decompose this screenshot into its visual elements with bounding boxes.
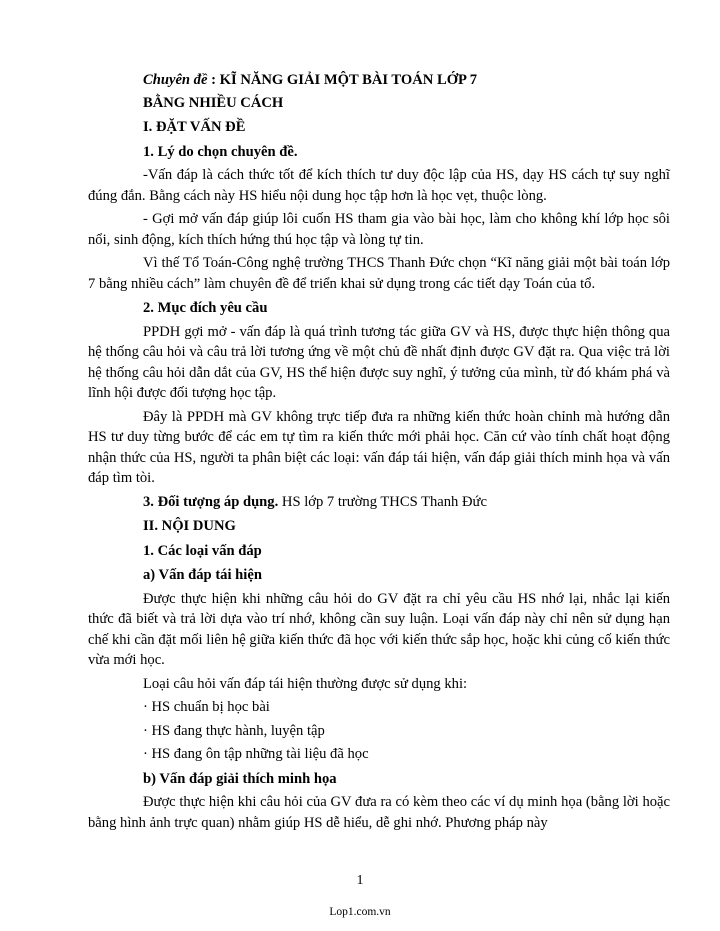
paragraph-7: Loại câu hỏi vấn đáp tái hiện thường được sử dụng khi: xyxy=(143,675,468,692)
footer-source: Lop1.com.vn xyxy=(329,906,391,918)
paragraph-6: Được thực hiện khi những câu hỏi do GV đặt ra chỉ yêu cầu HS nhớ lại, nhắc lại kiến thức đã biết và trả lời dựa vào trí nhớ, không cần suy luận. Loại vấn đáp này chỉ nên sử dụng hạn chế khi cần đặt mối liên hệ giữa kiến thức đã học với kiến thức sắp học, hoặc khi củng cố kiến thức vừa mới học. xyxy=(88,590,670,668)
heading-type-a: a) Vấn đáp tái hiện xyxy=(143,567,262,583)
title-line1: KĨ NĂNG GIẢI MỘT BÀI TOÁN LỚP 7 xyxy=(219,72,478,88)
title-lead: Chuyên đề xyxy=(143,72,208,88)
page-number: 1 xyxy=(356,873,364,888)
paragraph-8: Được thực hiện khi câu hỏi của GV đưa ra có kèm theo các ví dụ minh họa (bằng lời hoặc bằng hình ảnh trực quan) nhằm giúp HS dễ hiểu, dễ ghi nhớ. Phương pháp này xyxy=(88,794,670,831)
heading-type-b: b) Vấn đáp giải thích minh họa xyxy=(143,770,337,787)
heading-purpose: 2. Mục đích yêu cầu xyxy=(143,300,268,316)
list-item: · HS đang thực hành, luyện tập xyxy=(143,722,325,739)
paragraph-5: Đây là PPDH mà GV không trực tiếp đưa ra những kiến thức hoàn chỉnh mà hướng dẫn HS tư duy từng bước để các em tự tìm ra kiến thức mới phải học. Căn cứ vào tính chất hoạt động nhận thức của HS, người ta phân biệt các loại: vấn đáp tái hiện, vấn đáp giải thích minh họa và vấn đáp tìm tòi. xyxy=(88,408,670,486)
list-item: · HS đang ôn tập những tài liệu đã học xyxy=(143,746,369,762)
target-label: 3. Đối tượng áp dụng. xyxy=(143,493,279,510)
target-text: HS lớp 7 trường THCS Thanh Đức xyxy=(278,493,487,510)
document-body xyxy=(88,70,670,836)
heading-section-1: I. ĐẶT VẤN ĐỀ xyxy=(143,119,246,135)
document-title xyxy=(88,70,670,91)
heading-types: 1. Các loại vấn đáp xyxy=(143,542,262,559)
heading-section-2: II. NỘI DUNG xyxy=(143,518,236,534)
paragraph-3: Vì thế Tổ Toán-Công nghệ trường THCS Thanh Đức chọn “Kĩ năng giải một bài toán lớp 7 bằng nhiều cách” làm chuyên đề để triển khai sử dụng trong các tiết dạy Toán của tổ. xyxy=(88,255,670,292)
title-separator: : xyxy=(207,72,220,88)
heading-target xyxy=(143,492,670,513)
paragraph-2: - Gợi mở vấn đáp giúp lôi cuốn HS tham gia vào bài học, làm cho không khí lớp học sôi nổi, sinh động, kích thích hứng thú học tập và lòng tự tin. xyxy=(88,211,670,248)
paragraph-1: -Vấn đáp là cách thức tốt để kích thích tư duy độc lập của HS, dạy HS cách tự suy nghĩ đúng đắn. Bằng cách này HS hiểu nội dung học tập hơn là học vẹt, thuộc lòng. xyxy=(88,167,670,204)
title-line2: BẰNG NHIỀU CÁCH xyxy=(143,94,284,111)
paragraph-4: PPDH gợi mở - vấn đáp là quá trình tương tác giữa GV và HS, được thực hiện thông qua hệ thống câu hỏi và câu trả lời tương ứng về một chủ đề nhất định được GV đặt ra. Qua việc trả lời hệ thống câu hỏi dẫn dắt của GV, HS thể hiện được suy nghĩ, ý tưởng của mình, từ đó khám phá và lĩnh hội được đối tượng học tập. xyxy=(88,323,670,401)
list-item: · HS chuẩn bị học bài xyxy=(143,699,270,715)
heading-reason: 1. Lý do chọn chuyên đề. xyxy=(143,143,298,160)
